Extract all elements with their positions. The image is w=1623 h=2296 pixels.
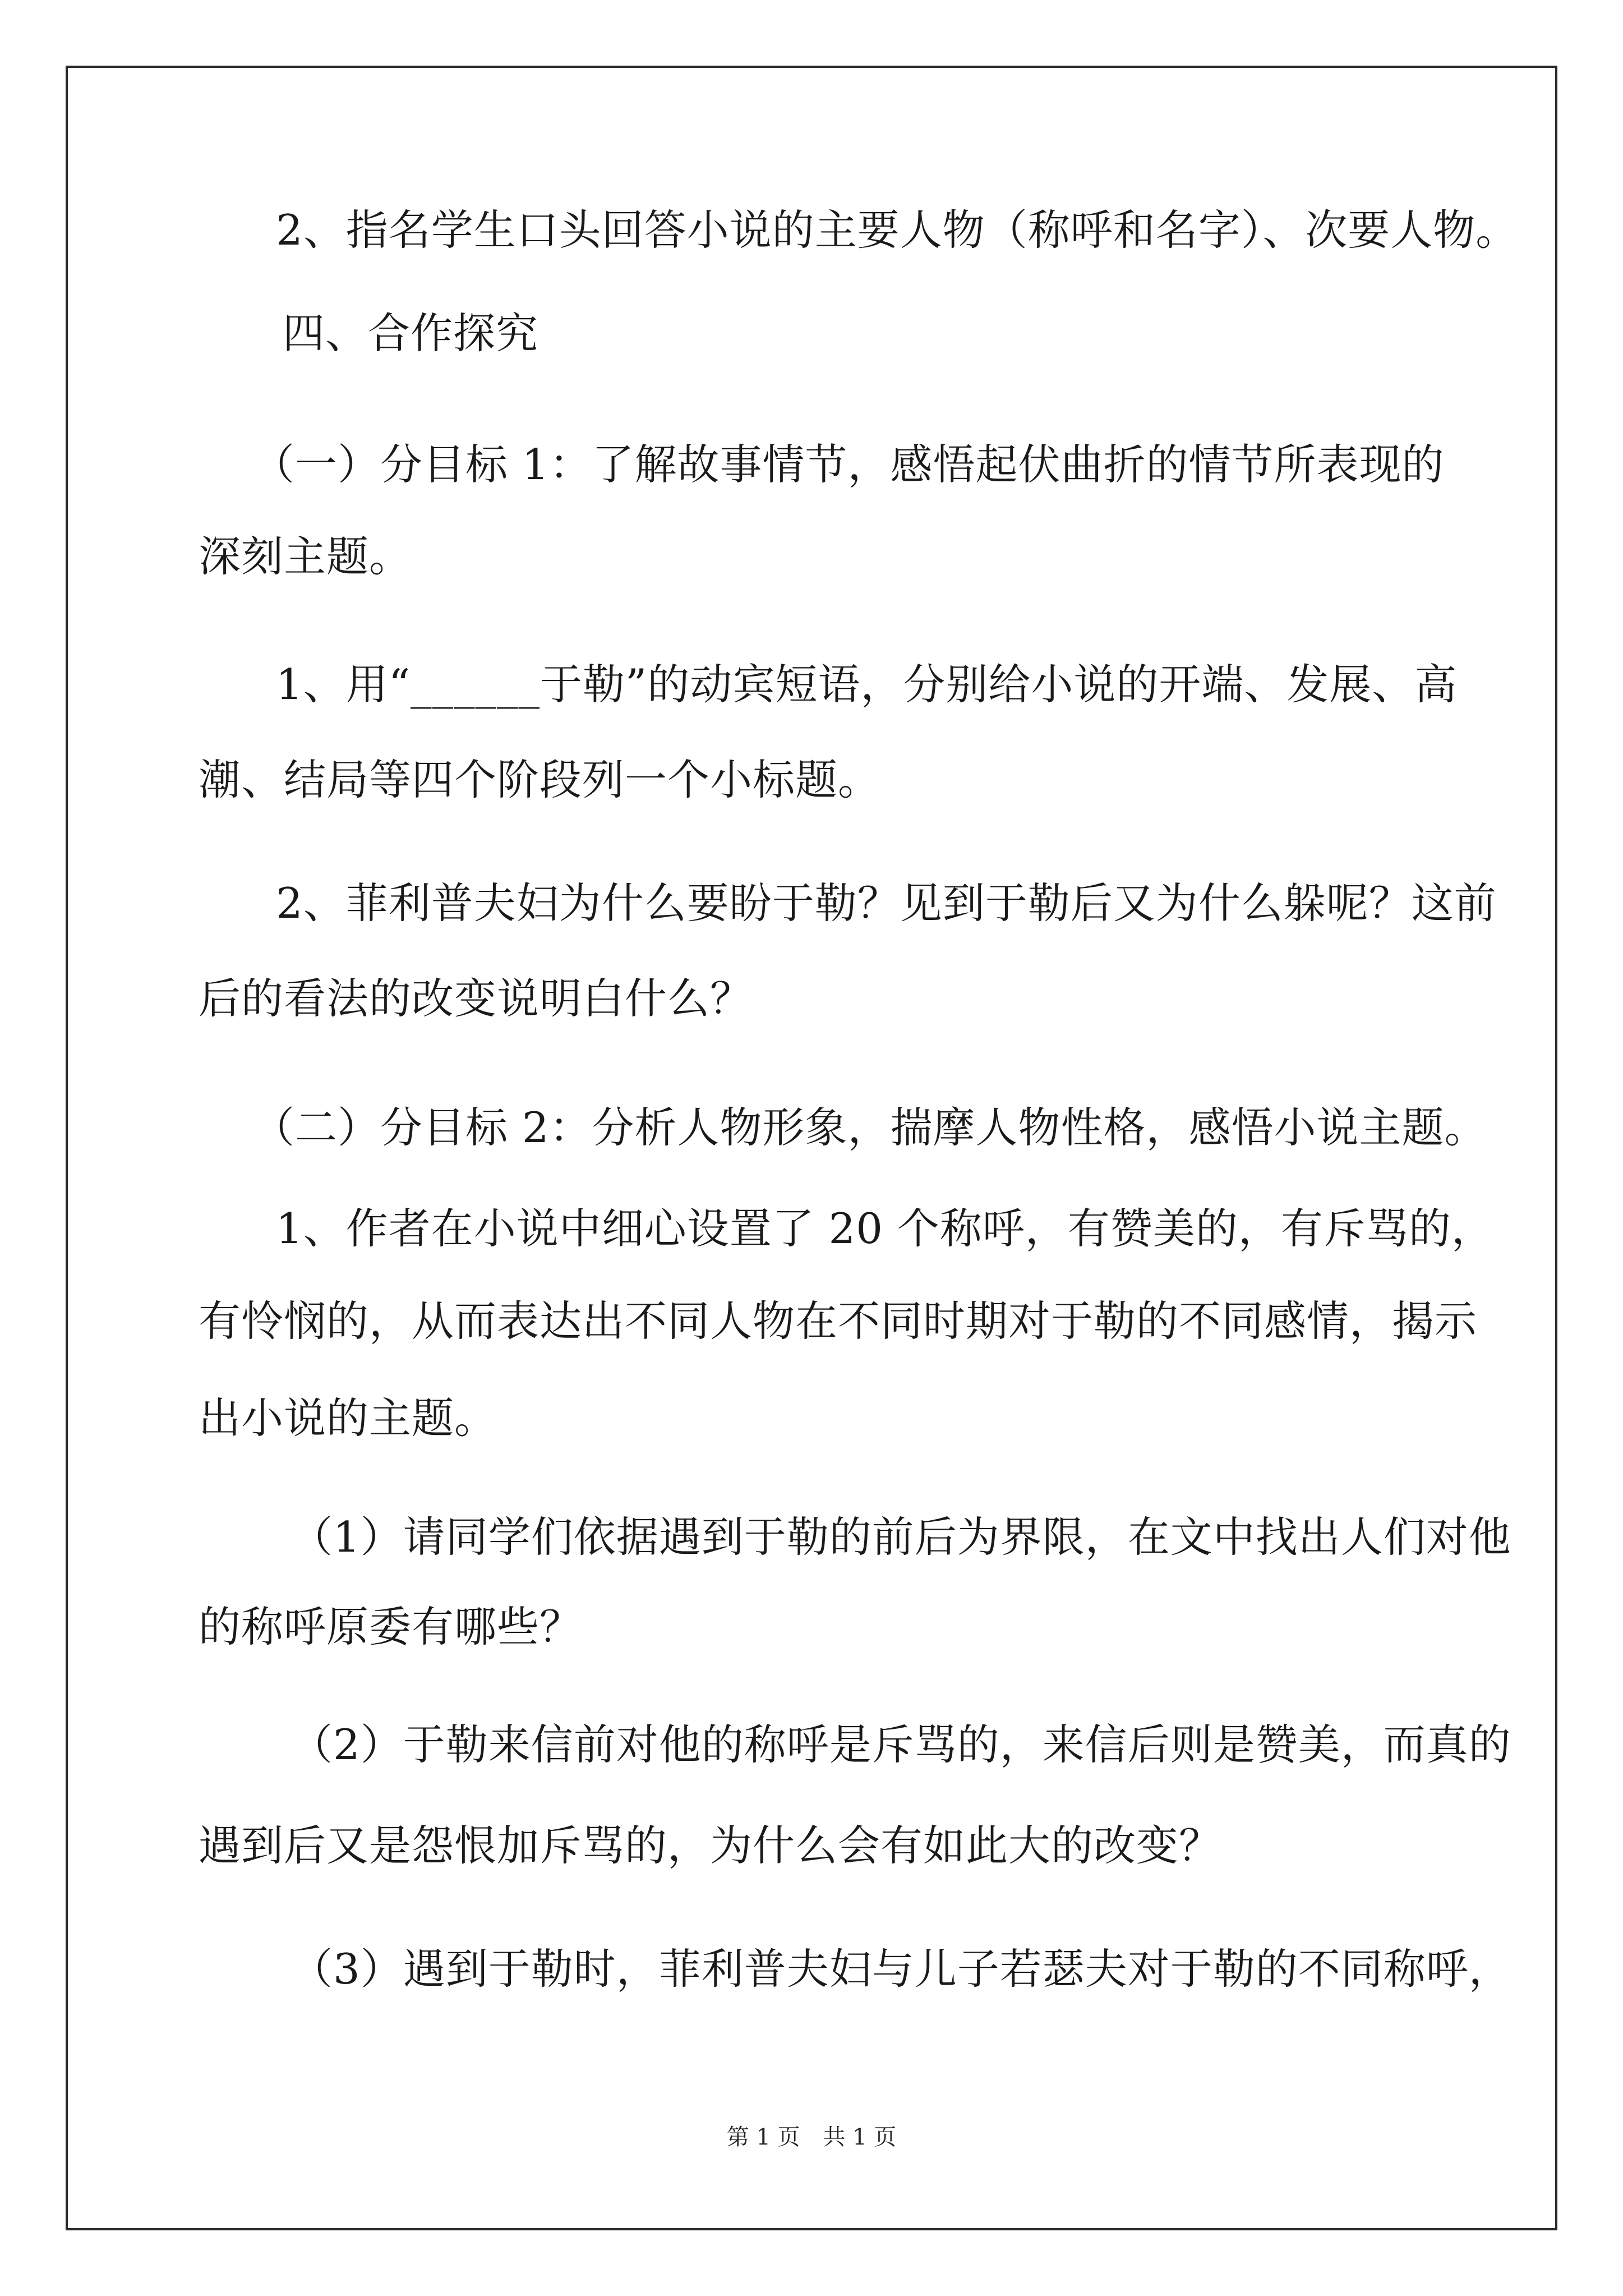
paragraph-line: （1）请同学们依据遇到于勒的前后为界限，在文中找出人们对他 xyxy=(291,1512,1511,1562)
page-footer xyxy=(0,2120,1623,2154)
paragraph-line: 2、菲利普夫妇为什么要盼于勒？见到于勒后又为什么躲呢？这前 xyxy=(276,878,1497,928)
paragraph-line: 潮、结局等四个阶段列一个小标题。 xyxy=(199,755,881,804)
paragraph-line: （一）分目标 1：了解故事情节，感悟起伏曲折的情节所表现的 xyxy=(252,440,1445,489)
paragraph-line: （2）于勒来信前对他的称呼是斥骂的，来信后则是赞美，而真的 xyxy=(291,1720,1511,1769)
paragraph-line: 2、指名学生口头回答小说的主要人物（称呼和名字）、次要人物。 xyxy=(276,205,1519,255)
paragraph-line: 出小说的主题。 xyxy=(199,1393,497,1443)
paragraph-line: 有怜悯的，从而表达出不同人物在不同时期对于勒的不同感情，揭示 xyxy=(199,1296,1478,1346)
paragraph-line: （3）遇到于勒时，菲利普夫妇与儿子若瑟夫对于勒的不同称呼， xyxy=(291,1944,1511,1994)
paragraph-line: 1、用“______于勒”的动宾短语，分别给小说的开端、发展、高 xyxy=(276,660,1458,709)
paragraph-line: （二）分目标 2：分析人物形象，揣摩人物性格，感悟小说主题。 xyxy=(252,1103,1487,1152)
paragraph-line: 深刻主题。 xyxy=(199,532,412,581)
paragraph-line: 遇到后又是怨恨加斥骂的，为什么会有如此大的改变？ xyxy=(199,1821,1222,1870)
section-heading: 四、合作探究 xyxy=(283,309,539,358)
paragraph-line: 的称呼原委有哪些？ xyxy=(199,1602,583,1651)
paragraph-line: 1、作者在小说中细心设置了 20 个称呼，有赞美的，有斥骂的， xyxy=(276,1204,1494,1253)
page-total: 共 1 页 xyxy=(823,2124,897,2150)
page-number: 第 1 页 xyxy=(726,2124,800,2150)
paragraph-line: 后的看法的改变说明白什么？ xyxy=(199,974,753,1023)
